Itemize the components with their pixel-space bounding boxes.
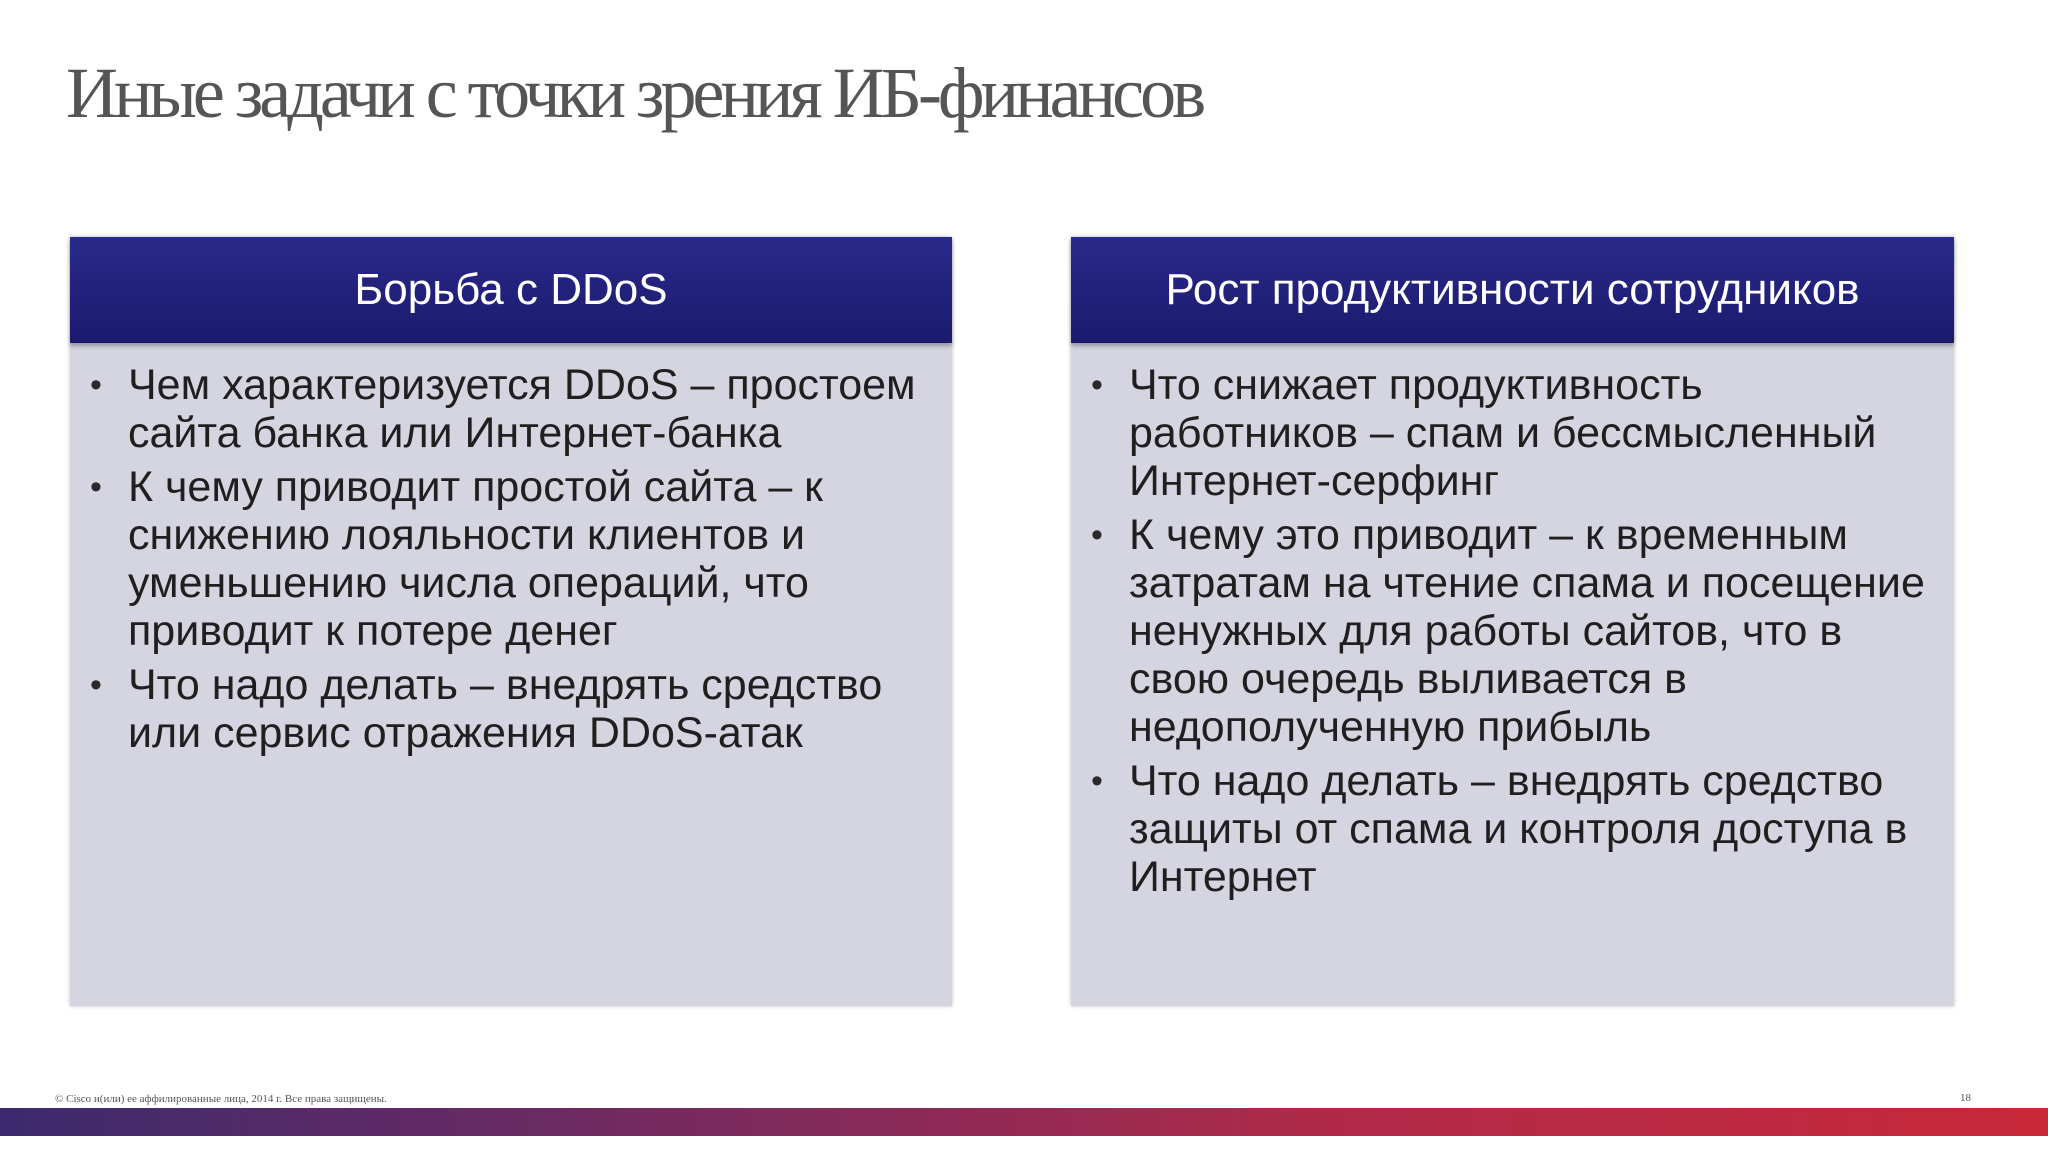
list-item (1091, 361, 1934, 505)
ddos-panel-header: Борьба с DDoS (70, 237, 952, 343)
bullet-text: Чем характеризуется DDoS – простоем сайта банка или Интернет-банка (128, 361, 916, 457)
list-item (1091, 511, 1934, 751)
list-item (1091, 757, 1934, 901)
bullet-icon: • (1091, 516, 1103, 554)
bullet-text: К чему приводит простой сайта – к снижению лояльности клиентов и уменьшению числа операций, что приводит к потере денег (128, 463, 823, 655)
bullet-icon: • (1091, 366, 1103, 404)
productivity-bullet-list (1071, 343, 1954, 901)
page-number: 18 (1960, 1092, 1971, 1104)
bullet-icon: • (90, 666, 102, 704)
bullet-icon: • (90, 468, 102, 506)
list-item (90, 463, 932, 655)
bullet-text: К чему это приводит – к временным затратам на чтение спама и посещение ненужных для работы сайтов, что в свою очередь выливается в недополученную прибыль (1129, 511, 1925, 751)
list-item (90, 361, 932, 457)
bullet-icon: • (1091, 762, 1103, 800)
ddos-panel (70, 237, 952, 1006)
slide-title: Иные задачи с точки зрения ИБ-финансов (66, 53, 1203, 133)
bullet-text: Что надо делать – внедрять средство или сервис отражения DDoS-атак (128, 661, 883, 757)
productivity-panel-header: Рост продуктивности сотрудников (1071, 237, 1954, 343)
list-item (90, 661, 932, 757)
footer-gradient-bar (0, 1108, 2048, 1136)
bullet-text: Что снижает продуктивность работников – спам и бессмысленный Интернет-серфинг (1129, 361, 1877, 505)
bullet-text: Что надо делать – внедрять средство защиты от спама и контроля доступа в Интернет (1129, 757, 1908, 901)
footer-copyright: © Cisco и(или) ее аффилированные лица, 2014 г. Все права защищены. (55, 1093, 387, 1105)
bullet-icon: • (90, 366, 102, 404)
productivity-panel (1071, 237, 1954, 1006)
ddos-bullet-list (70, 343, 952, 757)
